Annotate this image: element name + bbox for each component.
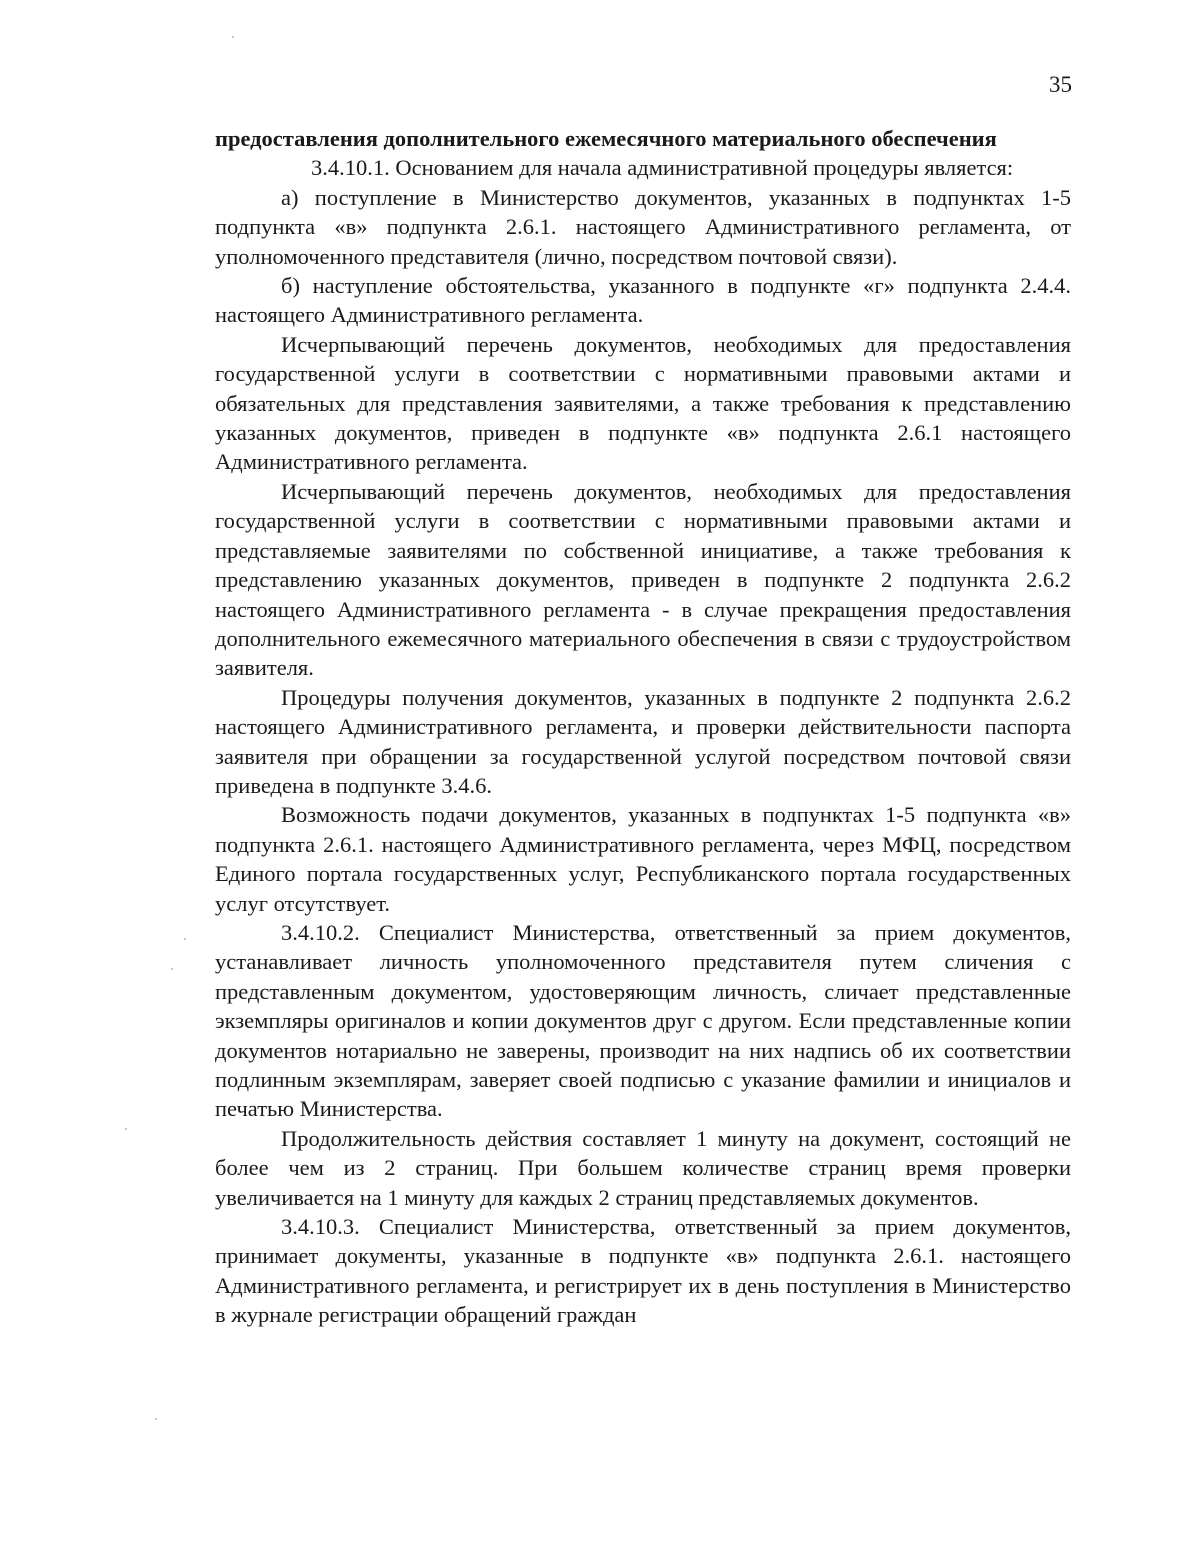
paragraph-required-documents: Исчерпывающий перечень документов, необходимых для предоставления государственной услуги в соответствии с нормативными правовыми актами и обязательных для представления заявителями, а также требования к представлению указанных документов, приведен в подпункте «в» подпункта 2.6.1 настоящего Административного регламента. (215, 331, 1071, 475)
paragraph-3-4-10-2: 3.4.10.2. Специалист Министерства, ответственный за прием документов, устанавливает личность уполномоченного представителя путем сличения с представленным документом, удостоверяющим личность, сличает представленные экземпляры оригиналов и копии документов друг с другом. Если представленные копии документов нотариально не заверены, производит на них надпись об их соответствии подлинным экземплярам, заверяет своей подписью с указание фамилии и инициалов и печатью Министерства. (215, 919, 1071, 1122)
document-body (215, 124, 1071, 1330)
paragraph-item-b: б) наступление обстоятельства, указанного в подпункте «г» подпункта 2.4.4. настоящего Административного регламента. (215, 273, 1071, 328)
scan-speck (155, 1418, 157, 1420)
paragraph-optional-documents: Исчерпывающий перечень документов, необходимых для предоставления государственной услуги в соответствии с нормативными правовыми актами и представляемые заявителями по собственной инициативе, а также требования к представлению указанных документов, приведен в подпункте 2 подпункта 2.6.2 настоящего Административного регламента - в случае прекращения предоставления дополнительного ежемесячного материального обеспечения в связи с трудоустройством заявителя. (215, 478, 1071, 681)
paragraph-submission-channels: Возможность подачи документов, указанных в подпунктах 1-5 подпункта «в» подпункта 2.6.1. настоящего Административного регламента, через МФЦ, посредством Единого портала государственных услуг, Республиканского портала государственных услуг отсутствует. (215, 802, 1071, 916)
scan-speck (125, 1128, 127, 1130)
paragraph-procedures: Процедуры получения документов, указанных в подпункте 2 подпункта 2.6.2 настоящего Административного регламента, и проверки действительности паспорта заявителя при обращении за государственной услугой посредством почтовой связи приведена в подпункте 3.4.6. (215, 684, 1071, 798)
scan-speck (171, 968, 173, 970)
page-number: 35 (1049, 72, 1072, 97)
paragraph-item-a: а) поступление в Министерство документов, указанных в подпунктах 1-5 подпункта «в» подпункта 2.6.1. настоящего Административного регламента, от уполномоченного представителя (лично, посредством почтовой связи). (215, 184, 1071, 269)
scan-speck (184, 938, 186, 940)
paragraph-duration: Продолжительность действия составляет 1 минуту на документ, состоящий не более чем из 2 страниц. При большем количестве страниц время проверки увеличивается на 1 минуту для каждых 2 страниц представляемых документов. (215, 1125, 1071, 1210)
paragraph-3-4-10-3: 3.4.10.3. Специалист Министерства, ответственный за прием документов, принимает документы, указанные в подпункте «в» подпункта 2.6.1. настоящего Административного регламента, и регистрирует их в день поступления в Министерство в журнале регистрации обращений граждан (215, 1214, 1071, 1328)
scan-speck (232, 36, 234, 38)
paragraph-3-4-10-1: 3.4.10.1. Основанием для начала административной процедуры является: (311, 155, 1014, 181)
section-heading: предоставления дополнительного ежемесячного материального обеспечения (215, 126, 997, 151)
